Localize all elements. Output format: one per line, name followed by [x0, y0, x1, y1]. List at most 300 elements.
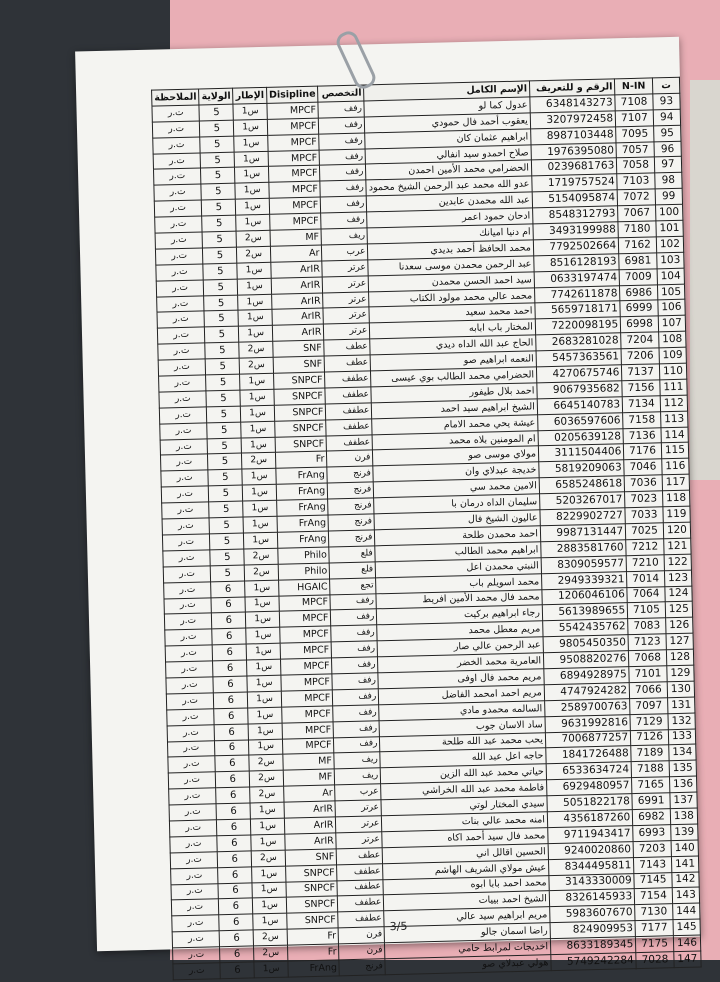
cell-n: 136	[669, 776, 697, 793]
cell-discipline: FrAng	[277, 515, 329, 532]
cell-discipline: SNF	[273, 356, 325, 373]
cell-n: 137	[670, 792, 698, 809]
cell-note: ت.ر	[161, 470, 209, 487]
cell-note: ت.ر	[157, 296, 205, 313]
cell-qutr: س1	[251, 834, 285, 851]
cell-name: محمد فال محمد الأمين افريط	[376, 589, 542, 609]
cell-nni: 6645140783	[537, 397, 623, 415]
cell-specialty: رفف	[332, 657, 378, 674]
cell-discipline: Ar	[270, 245, 322, 262]
cell-note: ت.ر	[159, 407, 207, 424]
cell-n: 144	[672, 903, 700, 920]
cell-n: 141	[671, 856, 699, 873]
cell-qutr: س2	[237, 246, 271, 263]
cell-specialty: عطفف	[338, 895, 384, 912]
cell-nni: 5659718171	[535, 301, 621, 319]
cell-nni: 8548312793	[532, 206, 618, 224]
table-body	[152, 93, 701, 980]
cell-discipline: ArIR	[285, 833, 337, 850]
cell-nin: 7129	[630, 713, 668, 730]
cell-nin: 7206	[621, 348, 659, 365]
cell-wilaya: 5	[203, 279, 238, 296]
cell-specialty: عرتر	[322, 260, 368, 277]
header-name: الإسم الكامل	[364, 81, 530, 101]
cell-wilaya: 6	[220, 946, 255, 963]
cell-note: ت.ر	[168, 756, 216, 773]
cell-discipline: MPCF	[281, 690, 333, 707]
cell-discipline: Ar	[283, 785, 335, 802]
cell-n: 105	[657, 284, 685, 301]
cell-wilaya: 5	[210, 533, 245, 550]
cell-specialty: رفف	[331, 609, 377, 626]
cell-discipline: SNF	[285, 849, 337, 866]
cell-qutr: س1	[251, 818, 285, 835]
cell-specialty: تجع	[330, 577, 376, 594]
cell-nin: 7066	[629, 682, 667, 699]
cell-name: الحضرامي محمد الأمين احمدن	[366, 160, 532, 180]
cell-qutr: س1	[237, 262, 271, 279]
cell-note: ت.ر	[171, 899, 219, 916]
cell-n: 146	[673, 935, 701, 952]
cell-n: 143	[672, 887, 700, 904]
cell-note: ت.ر	[163, 566, 211, 583]
cell-qutr: س1	[238, 278, 272, 295]
cell-name: احمد بلال طيفور	[371, 383, 537, 403]
cell-wilaya: 5	[200, 136, 235, 153]
cell-wilaya: 6	[214, 724, 249, 741]
cell-nin: 7212	[626, 539, 664, 556]
cell-nin: 7188	[631, 761, 669, 778]
cell-name: العامرية محمد الخضر	[378, 653, 544, 673]
cell-qutr: س1	[252, 866, 286, 883]
cell-specialty: فرنج	[339, 959, 385, 976]
cell-specialty: عطف	[324, 339, 370, 356]
cell-nin: 6986	[620, 284, 658, 301]
cell-name: عبد الرحمن عالي صار	[377, 637, 543, 657]
cell-discipline: Fr	[275, 451, 327, 468]
cell-discipline: SNF	[273, 340, 325, 357]
cell-name: مريم احمد امحمد الفاضل	[379, 685, 545, 705]
cell-nin: 7025	[626, 523, 664, 540]
cell-note: ت.ر	[165, 645, 213, 662]
cell-name: احمد محمدن طلحة	[375, 526, 541, 546]
cell-note: ت.ر	[160, 423, 208, 440]
cell-wilaya: 5	[201, 168, 236, 185]
cell-name: محمد فال سيد أحمد اكاه	[382, 828, 548, 848]
cell-discipline: SNPCF	[287, 912, 339, 929]
cell-discipline: SNPCF	[285, 864, 337, 881]
cell-nni: 6348143273	[530, 95, 616, 113]
cell-nni: 5154095874	[532, 190, 618, 208]
cell-note: ت.ر	[160, 438, 208, 455]
cell-discipline: FrAng	[277, 531, 329, 548]
cell-nni: 9067935682	[537, 381, 623, 399]
cell-specialty: فرنج	[327, 466, 373, 483]
cell-qutr: س1	[249, 739, 283, 756]
cell-discipline: SNPCF	[274, 404, 326, 421]
cell-discipline: MPCF	[281, 674, 333, 691]
side-paper	[690, 80, 720, 480]
cell-n: 124	[665, 586, 693, 603]
cell-nin: 7175	[636, 936, 674, 953]
cell-qutr: س2	[245, 564, 279, 581]
cell-qutr: س2	[254, 945, 288, 962]
cell-discipline: Philo	[278, 563, 330, 580]
cell-note: ت.ر	[153, 137, 201, 154]
cell-qutr: س1	[249, 723, 283, 740]
cell-wilaya: 6	[217, 835, 252, 852]
cell-nin: 7097	[630, 697, 668, 714]
cell-qutr: س1	[253, 898, 287, 915]
cell-wilaya: 5	[202, 215, 237, 232]
cell-specialty: رفف	[334, 736, 380, 753]
cell-specialty: رفف	[319, 149, 365, 166]
cell-wilaya: 5	[199, 104, 234, 121]
cell-nni: 6036597606	[538, 412, 624, 430]
cell-note: ت.ر	[162, 502, 210, 519]
cell-note: ت.ر	[169, 820, 217, 837]
cell-wilaya: 6	[219, 914, 254, 931]
cell-nin: 7134	[622, 396, 660, 413]
cell-specialty: عرتر	[323, 307, 369, 324]
cell-note: ت.ر	[173, 947, 221, 964]
cell-discipline: MPCF	[281, 706, 333, 723]
cell-specialty: عطفف	[325, 371, 371, 388]
cell-discipline: ArIR	[271, 277, 323, 294]
cell-name: امنه محمد عالي بنات	[382, 812, 548, 832]
cell-discipline: ArIR	[271, 293, 323, 310]
cell-nin: 7203	[633, 840, 671, 857]
cell-nin: 7136	[623, 427, 661, 444]
cell-qutr: س2	[250, 786, 284, 803]
cell-name: عدول كما لو	[364, 97, 530, 117]
cell-specialty: رفف	[333, 720, 379, 737]
cell-nni: 0205639128	[538, 428, 624, 446]
cell-name: ام المومنين بلاه محمد	[372, 430, 538, 450]
cell-specialty: فلع	[329, 546, 375, 563]
cell-nin: 7189	[631, 745, 669, 762]
cell-specialty: عطفف	[326, 403, 372, 420]
cell-qutr: س2	[244, 548, 278, 565]
cell-specialty: عطفف	[326, 434, 372, 451]
cell-qutr: س1	[238, 310, 272, 327]
cell-name: سيد احمد الحسن محمدن	[369, 272, 535, 292]
cell-note: ت.ر	[155, 232, 203, 249]
cell-note: ت.ر	[167, 724, 215, 741]
cell-n: 121	[664, 538, 692, 555]
cell-specialty: عرتر	[336, 816, 382, 833]
cell-nni: 9711943417	[548, 825, 634, 843]
cell-qutr: س1	[235, 151, 269, 168]
cell-nin: 7162	[619, 237, 657, 254]
cell-wilaya: 5	[206, 374, 241, 391]
cell-specialty: رفف	[319, 133, 365, 150]
cell-qutr: س1	[247, 659, 281, 676]
cell-nin: 7058	[617, 157, 655, 174]
cell-note: ت.ر	[154, 168, 202, 185]
cell-name: الشيخ احمد بييات	[384, 891, 550, 911]
cell-specialty: رفف	[321, 196, 367, 213]
cell-name: راضا اسمان جالو	[384, 923, 550, 943]
cell-discipline: MF	[283, 769, 335, 786]
cell-qutr: س1	[236, 214, 270, 231]
cell-qutr: س1	[243, 484, 277, 501]
header-nin: N-IN	[615, 78, 653, 95]
cell-name: محمد احمد بابا ابوه	[383, 875, 549, 895]
cell-wilaya: 6	[213, 676, 248, 693]
cell-name: النعمه ابراهيم صو	[370, 351, 536, 371]
cell-name: ابراهيم عثمان كان	[365, 129, 531, 149]
cell-nin: 7108	[615, 94, 653, 111]
cell-name: الامين محمد سي	[374, 478, 540, 498]
cell-note: ت.ر	[165, 629, 213, 646]
cell-specialty: عطف	[337, 847, 383, 864]
cell-nni: 1976395080	[531, 142, 617, 160]
cell-name: محمد عالي محمد مولود الكتاب	[369, 287, 535, 307]
cell-qutr: س1	[233, 103, 267, 120]
cell-qutr: س2	[240, 357, 274, 374]
cell-note: ت.ر	[171, 867, 219, 884]
cell-note: ت.ر	[158, 359, 206, 376]
cell-nin: 7130	[635, 904, 673, 921]
cell-wilaya: 6	[215, 739, 250, 756]
cell-nin: 7158	[623, 412, 661, 429]
cell-discipline: ArIR	[284, 801, 336, 818]
cell-specialty: ريف	[334, 752, 380, 769]
cell-qutr: س1	[235, 167, 269, 184]
cell-specialty: رفف	[321, 212, 367, 229]
cell-specialty: رفف	[319, 117, 365, 134]
cell-nin: 6981	[619, 253, 657, 270]
cell-specialty: فرنج	[328, 498, 374, 515]
cell-specialty: فرنج	[328, 482, 374, 499]
cell-specialty: عرتر	[324, 323, 370, 340]
cell-nni: 4356187260	[547, 810, 633, 828]
cell-note: ت.ر	[152, 121, 200, 138]
cell-wilaya: 5	[205, 342, 240, 359]
cell-name: ساد الاسان جوب	[379, 716, 545, 736]
cell-wilaya: 5	[203, 247, 238, 264]
cell-nni: 7792502664	[533, 238, 619, 256]
cell-nni: 1719757524	[532, 174, 618, 192]
cell-note: ت.ر	[154, 184, 202, 201]
cell-qutr: س1	[253, 913, 287, 930]
cell-name: مريم معطل محمد	[377, 621, 543, 641]
cell-nni: 8229902727	[540, 508, 626, 526]
cell-qutr: س2	[237, 230, 271, 247]
cell-note: ت.ر	[159, 391, 207, 408]
cell-n: 114	[661, 427, 689, 444]
cell-n: 109	[659, 347, 687, 364]
cell-nin: 7156	[622, 380, 660, 397]
cell-wilaya: 5	[200, 152, 235, 169]
cell-wilaya: 6	[211, 597, 246, 614]
cell-specialty: رفف	[333, 689, 379, 706]
cell-nni: 8633189345	[550, 937, 636, 955]
cell-name: المختار باب ابابه	[370, 319, 536, 339]
cell-discipline: SNPCF	[286, 880, 338, 897]
cell-note: ت.ر	[169, 804, 217, 821]
cell-name: محمد اسويلم باب	[376, 573, 542, 593]
cell-n: 103	[657, 252, 685, 269]
cell-note: ت.ر	[164, 597, 212, 614]
cell-nni: 7742611878	[534, 285, 620, 303]
cell-n: 107	[658, 316, 686, 333]
cell-n: 139	[671, 824, 699, 841]
cell-nin: 7107	[615, 110, 653, 127]
cell-qutr: س1	[234, 135, 268, 152]
cell-name: هولي عبدلاي صو	[385, 955, 551, 975]
cell-name: عيشة يحي محمد الامام	[372, 415, 538, 435]
cell-name: سليمان الداه درمان با	[374, 494, 540, 514]
cell-nni: 2683281028	[536, 333, 622, 351]
cell-wilaya: 5	[207, 422, 242, 439]
cell-n: 102	[656, 236, 684, 253]
page-number: 3/5	[389, 919, 408, 934]
cell-name: اخديجات لمرابط حامي	[385, 939, 551, 959]
cell-qutr: س1	[241, 421, 275, 438]
cell-nin: 7033	[625, 507, 663, 524]
cell-nin: 7046	[624, 459, 662, 476]
cell-note: ت.ر	[170, 852, 218, 869]
cell-qutr: س1	[235, 183, 269, 200]
cell-wilaya: 5	[206, 390, 241, 407]
cell-note: ت.ر	[173, 963, 221, 980]
cell-qutr: س1	[254, 961, 288, 978]
cell-note: ت.ر	[166, 661, 214, 678]
cell-wilaya: 6	[212, 628, 247, 645]
cell-nin: 7095	[616, 126, 654, 143]
cell-specialty: رفف	[333, 705, 379, 722]
cell-discipline: FrAng	[288, 960, 340, 977]
cell-n: 99	[655, 188, 683, 205]
cell-note: ت.ر	[152, 105, 200, 122]
cell-nni: 6929480957	[546, 778, 632, 796]
cell-nin: 7101	[629, 666, 667, 683]
cell-wilaya: 6	[216, 771, 251, 788]
cell-nni: 9508820276	[543, 651, 629, 669]
cell-nin: 7154	[635, 888, 673, 905]
cell-wilaya: 5	[202, 199, 237, 216]
cell-wilaya: 5	[207, 406, 242, 423]
cell-nin: 7068	[629, 650, 667, 667]
cell-wilaya: 5	[207, 438, 242, 455]
cell-note: ت.ر	[166, 693, 214, 710]
cell-wilaya: 5	[210, 549, 245, 566]
cell-note: ت.ر	[159, 375, 207, 392]
cell-note: ت.ر	[164, 613, 212, 630]
cell-n: 131	[667, 697, 695, 714]
cell-specialty: عطفف	[337, 879, 383, 896]
cell-name: مريم ابراهيم سيد عالي	[384, 907, 550, 927]
cell-specialty: رفف	[320, 180, 366, 197]
cell-wilaya: 5	[204, 311, 239, 328]
cell-name: مولاي موسى صو	[373, 446, 539, 466]
cell-wilaya: 5	[201, 183, 236, 200]
cell-discipline: MPCF	[268, 166, 320, 183]
cell-n: 125	[665, 601, 693, 618]
cell-nin: 6999	[620, 300, 658, 317]
cell-nni: 4747924282	[544, 683, 630, 701]
cell-nni: 6533634724	[546, 762, 632, 780]
cell-nin: 6982	[633, 809, 671, 826]
cell-qutr: س2	[252, 850, 286, 867]
cell-specialty: فرنج	[328, 514, 374, 531]
cell-n: 140	[671, 840, 699, 857]
cell-wilaya: 5	[208, 454, 243, 471]
cell-n: 120	[663, 522, 691, 539]
cell-nni: 5613989655	[542, 603, 628, 621]
cell-note: ت.ر	[153, 153, 201, 170]
cell-n: 94	[653, 109, 681, 126]
cell-specialty: عطفف	[325, 387, 371, 404]
cell-name: مريم محمد فال اوفى	[378, 669, 544, 689]
cell-nni: 8326145933	[549, 889, 635, 907]
cell-wilaya: 5	[209, 501, 244, 518]
cell-note: ت.ر	[162, 518, 210, 535]
cell-qutr: س2	[249, 755, 283, 772]
cell-n: 115	[661, 443, 689, 460]
cell-nni: 9631992816	[545, 714, 631, 732]
cell-name: يعقوب أحمد فال حمودي	[365, 113, 531, 133]
cell-discipline: MPCF	[279, 594, 331, 611]
cell-nin: 7126	[631, 729, 669, 746]
cell-nin: 7009	[619, 269, 657, 286]
cell-qutr: س1	[252, 882, 286, 899]
cell-specialty: فرنج	[329, 530, 375, 547]
cell-discipline: MPCF	[268, 150, 320, 167]
cell-discipline: SNPCF	[274, 388, 326, 405]
cell-n: 138	[670, 808, 698, 825]
cell-name: حاجه اعل عبد الله	[380, 748, 546, 768]
cell-n: 116	[662, 459, 690, 476]
cell-n: 147	[674, 951, 702, 968]
cell-n: 130	[667, 681, 695, 698]
cell-note: ت.ر	[164, 581, 212, 598]
cell-nin: 7210	[626, 554, 664, 571]
cell-wilaya: 6	[211, 581, 246, 598]
cell-discipline: MPCF	[279, 610, 331, 627]
cell-note: ت.ر	[154, 200, 202, 217]
cell-wilaya: 6	[217, 851, 252, 868]
cell-note: ت.ر	[157, 311, 205, 328]
cell-qutr: س1	[243, 500, 277, 517]
cell-name: ام دنيا اميانك	[367, 224, 533, 244]
cell-wilaya: 6	[219, 898, 254, 915]
cell-specialty: عطفف	[338, 911, 384, 928]
cell-wilaya: 6	[216, 803, 251, 820]
cell-discipline: SNPCF	[286, 896, 338, 913]
cell-discipline: FrAng	[276, 467, 328, 484]
cell-nin: 7204	[621, 332, 659, 349]
cell-wilaya: 6	[214, 708, 249, 725]
cell-nin: 7023	[625, 491, 663, 508]
cell-qutr: س1	[242, 469, 276, 486]
header-n: ت	[652, 77, 680, 94]
cell-note: ت.ر	[167, 709, 215, 726]
cell-discipline: MPCF	[267, 134, 319, 151]
cell-qutr: س1	[238, 294, 272, 311]
cell-qutr: س1	[248, 707, 282, 724]
cell-nin: 7137	[622, 364, 660, 381]
header-nni: الرقم و للتعريف	[529, 79, 615, 97]
cell-n: 126	[665, 617, 693, 634]
cell-nni: 5051822178	[547, 794, 633, 812]
cell-note: ت.ر	[169, 788, 217, 805]
cell-discipline: MF	[270, 229, 322, 246]
cell-n: 119	[663, 506, 691, 523]
cell-n: 129	[667, 665, 695, 682]
